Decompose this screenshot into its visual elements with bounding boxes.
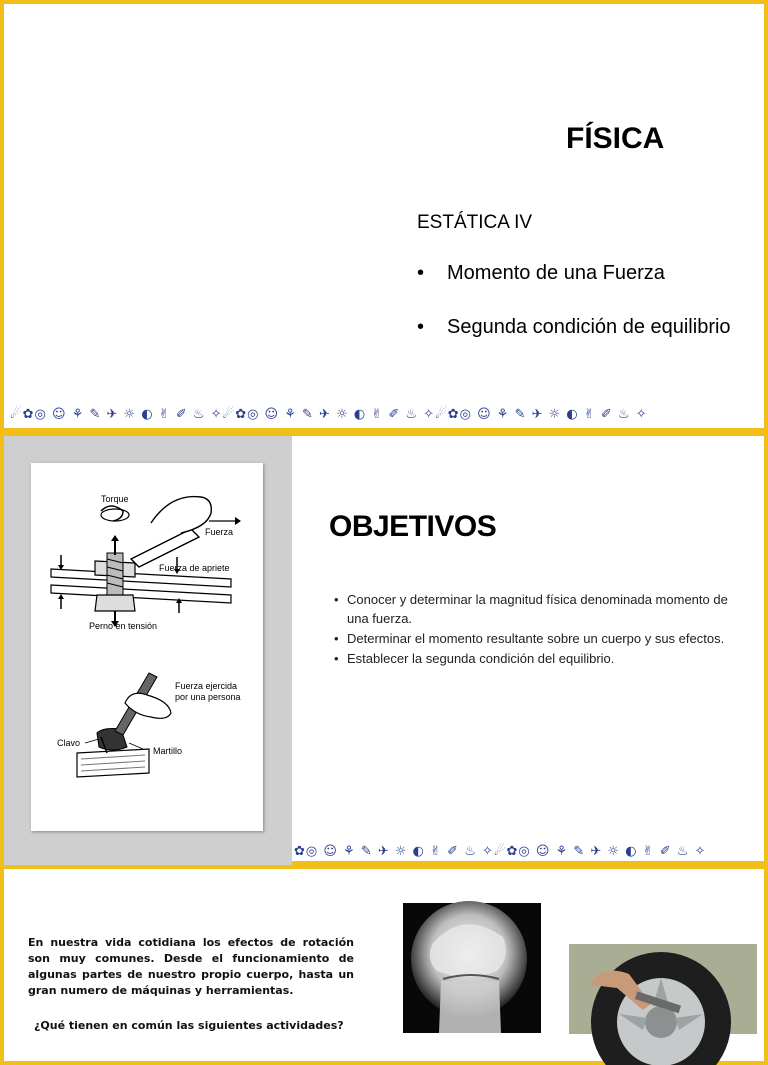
slide-title xyxy=(0,0,768,432)
force-label: Fuerza xyxy=(205,527,234,537)
topic-text: Segunda condición de equilibrio xyxy=(447,316,731,338)
topic-item xyxy=(417,316,731,370)
bullet-icon: • xyxy=(334,631,339,646)
topic-text: Momento de una Fuerza xyxy=(447,262,665,284)
nail-label: Clavo xyxy=(57,738,81,748)
bullet-icon: • xyxy=(334,651,339,666)
tire-wrench-image xyxy=(569,944,757,1034)
bullet-icon: • xyxy=(334,592,339,607)
knee-xray-image xyxy=(403,903,541,1033)
torque-label: Torque xyxy=(101,494,129,504)
intro-paragraph: En nuestra vida cotidiana los efectos de rotación son muy comunes. Desde el funcionamiento de algunas partes de nuestro propio cuerpo, hasta un gran numero de máquinas y herramientas. xyxy=(28,936,354,997)
hammer-label: Martillo xyxy=(153,746,183,756)
topic-item xyxy=(417,262,731,316)
question-text: ¿Qué tienen en común las siguientes actividades? xyxy=(34,1019,344,1032)
slide-objectives xyxy=(0,432,768,865)
objective-item xyxy=(334,649,734,668)
space-doodle-icon: ✿◎ ☺ ⚘ ✎ ✈ ☼ ◐ ✌ ✐ ♨ ✧☄✿◎ ☺ ⚘ ✎ ✈ ☼ ◐ ✌ ✐ ♨ ✧ xyxy=(294,844,707,859)
objective-text: Establecer la segunda condición del equilibrio. xyxy=(347,651,615,666)
figure-panel xyxy=(4,436,292,869)
applied-force-label-2: por una persona xyxy=(175,692,241,702)
objective-text: Determinar el momento resultante sobre un cuerpo y sus efectos. xyxy=(347,631,725,646)
bolt-tension-label: Perno en tensión xyxy=(89,621,158,631)
slide-rotation-effects xyxy=(0,865,768,1065)
bullet-icon: • xyxy=(417,262,425,284)
slide-title-heading: FÍSICA xyxy=(566,122,665,155)
bullet-icon: • xyxy=(417,316,425,338)
figure-paper xyxy=(31,463,263,831)
slide-subtitle: ESTÁTICA IV xyxy=(417,212,533,233)
objective-item xyxy=(334,629,734,648)
topic-list xyxy=(417,262,731,370)
objectives-list xyxy=(334,590,734,669)
objective-item xyxy=(334,590,734,628)
objective-text: Conocer y determinar la magnitud física denominada momento de una fuerza. xyxy=(347,592,728,626)
objectives-heading: OBJETIVOS xyxy=(329,510,497,543)
applied-force-label: Fuerza ejercida xyxy=(175,681,238,691)
space-doodle-icon: ☄✿◎ ☺ ⚘ ✎ ✈ ☼ ◐ ✌ ✐ ♨ ✧☄✿◎ ☺ ⚘ ✎ ✈ ☼ ◐ ✌ ✐ ♨ ✧☄✿◎ ☺ ⚘ ✎ ✈ ☼ ◐ ✌ ✐ ♨ ✧ xyxy=(10,407,648,422)
clamp-force-label: Fuerza de apriete xyxy=(159,563,230,573)
